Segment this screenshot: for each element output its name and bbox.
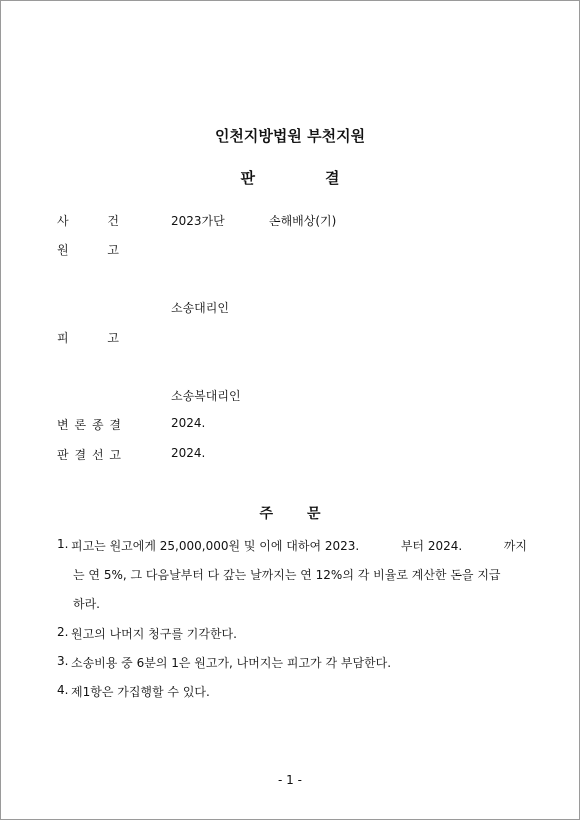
label-char: 판: [57, 448, 69, 462]
label-char: 론: [74, 418, 87, 432]
order-item-number: 4.: [57, 683, 69, 697]
order-item-text: 제1항은 가집행할 수 있다.: [71, 685, 210, 699]
order-item-2: [57, 625, 527, 645]
document-title: [1, 167, 579, 188]
label-char: 고: [107, 331, 119, 345]
order-item-number: 3.: [57, 654, 69, 668]
order-item-1-segment-3: 까지: [503, 539, 527, 553]
order-item-1-line-1: [71, 537, 527, 554]
order-heading: [1, 503, 579, 523]
label-char: 결: [109, 418, 121, 432]
label-char: 선: [91, 448, 104, 462]
order-item-1-segment-2: 부터 2024.: [400, 539, 463, 553]
label-char: 원: [57, 243, 69, 257]
order-item-text: 소송비용 중 6분의 1은 원고가, 나머지는 피고가 각 부담한다.: [71, 656, 392, 670]
defendant-sub-representative-label: 소송복대리인: [171, 389, 241, 403]
label-char: 고: [109, 448, 121, 462]
label-char: 고: [107, 243, 119, 257]
label-char: 사: [57, 214, 69, 228]
judgment-date: 2024.: [171, 446, 206, 460]
closing-date: 2024.: [171, 416, 206, 430]
page-number: - 1 -: [278, 773, 302, 787]
plaintiff-label: [57, 241, 119, 258]
order-item-1-segment-1: 피고는 원고에게 25,000,000원 및 이에 대하여 2023.: [71, 539, 360, 553]
case-name: 손해배상(기): [269, 214, 337, 228]
court-name: 인천지방법원 부천지원: [214, 127, 366, 145]
defendant-label: [57, 329, 119, 346]
label-char: 종: [91, 418, 104, 432]
order-item-4: [57, 683, 527, 703]
case-label: [57, 212, 119, 229]
order-heading-left: 주: [259, 506, 273, 522]
order-heading-right: 문: [307, 506, 321, 522]
plaintiff-representative-label: 소송대리인: [171, 301, 229, 315]
order-item-1-line-3: 하라.: [73, 597, 100, 611]
label-char: 건: [107, 214, 119, 228]
order-item-1: [57, 537, 527, 617]
closing-label: [57, 416, 121, 433]
order-item-number: 1.: [57, 537, 69, 551]
order-item-number: 2.: [57, 625, 69, 639]
label-char: 변: [57, 418, 69, 432]
title-left-char: 판: [240, 169, 255, 187]
order-item-text: 원고의 나머지 청구를 기각한다.: [71, 627, 237, 641]
order-item-1-line-2: 는 연 5%, 그 다음날부터 다 갚는 날까지는 연 12%의 각 비율로 계산한 돈을 지급: [73, 568, 501, 582]
label-char: 피: [57, 331, 69, 345]
label-char: 결: [74, 448, 87, 462]
order-item-3: [57, 654, 527, 674]
judgment-label: [57, 446, 121, 463]
case-number: 2023가단: [171, 214, 225, 228]
title-right-char: 결: [325, 169, 340, 187]
